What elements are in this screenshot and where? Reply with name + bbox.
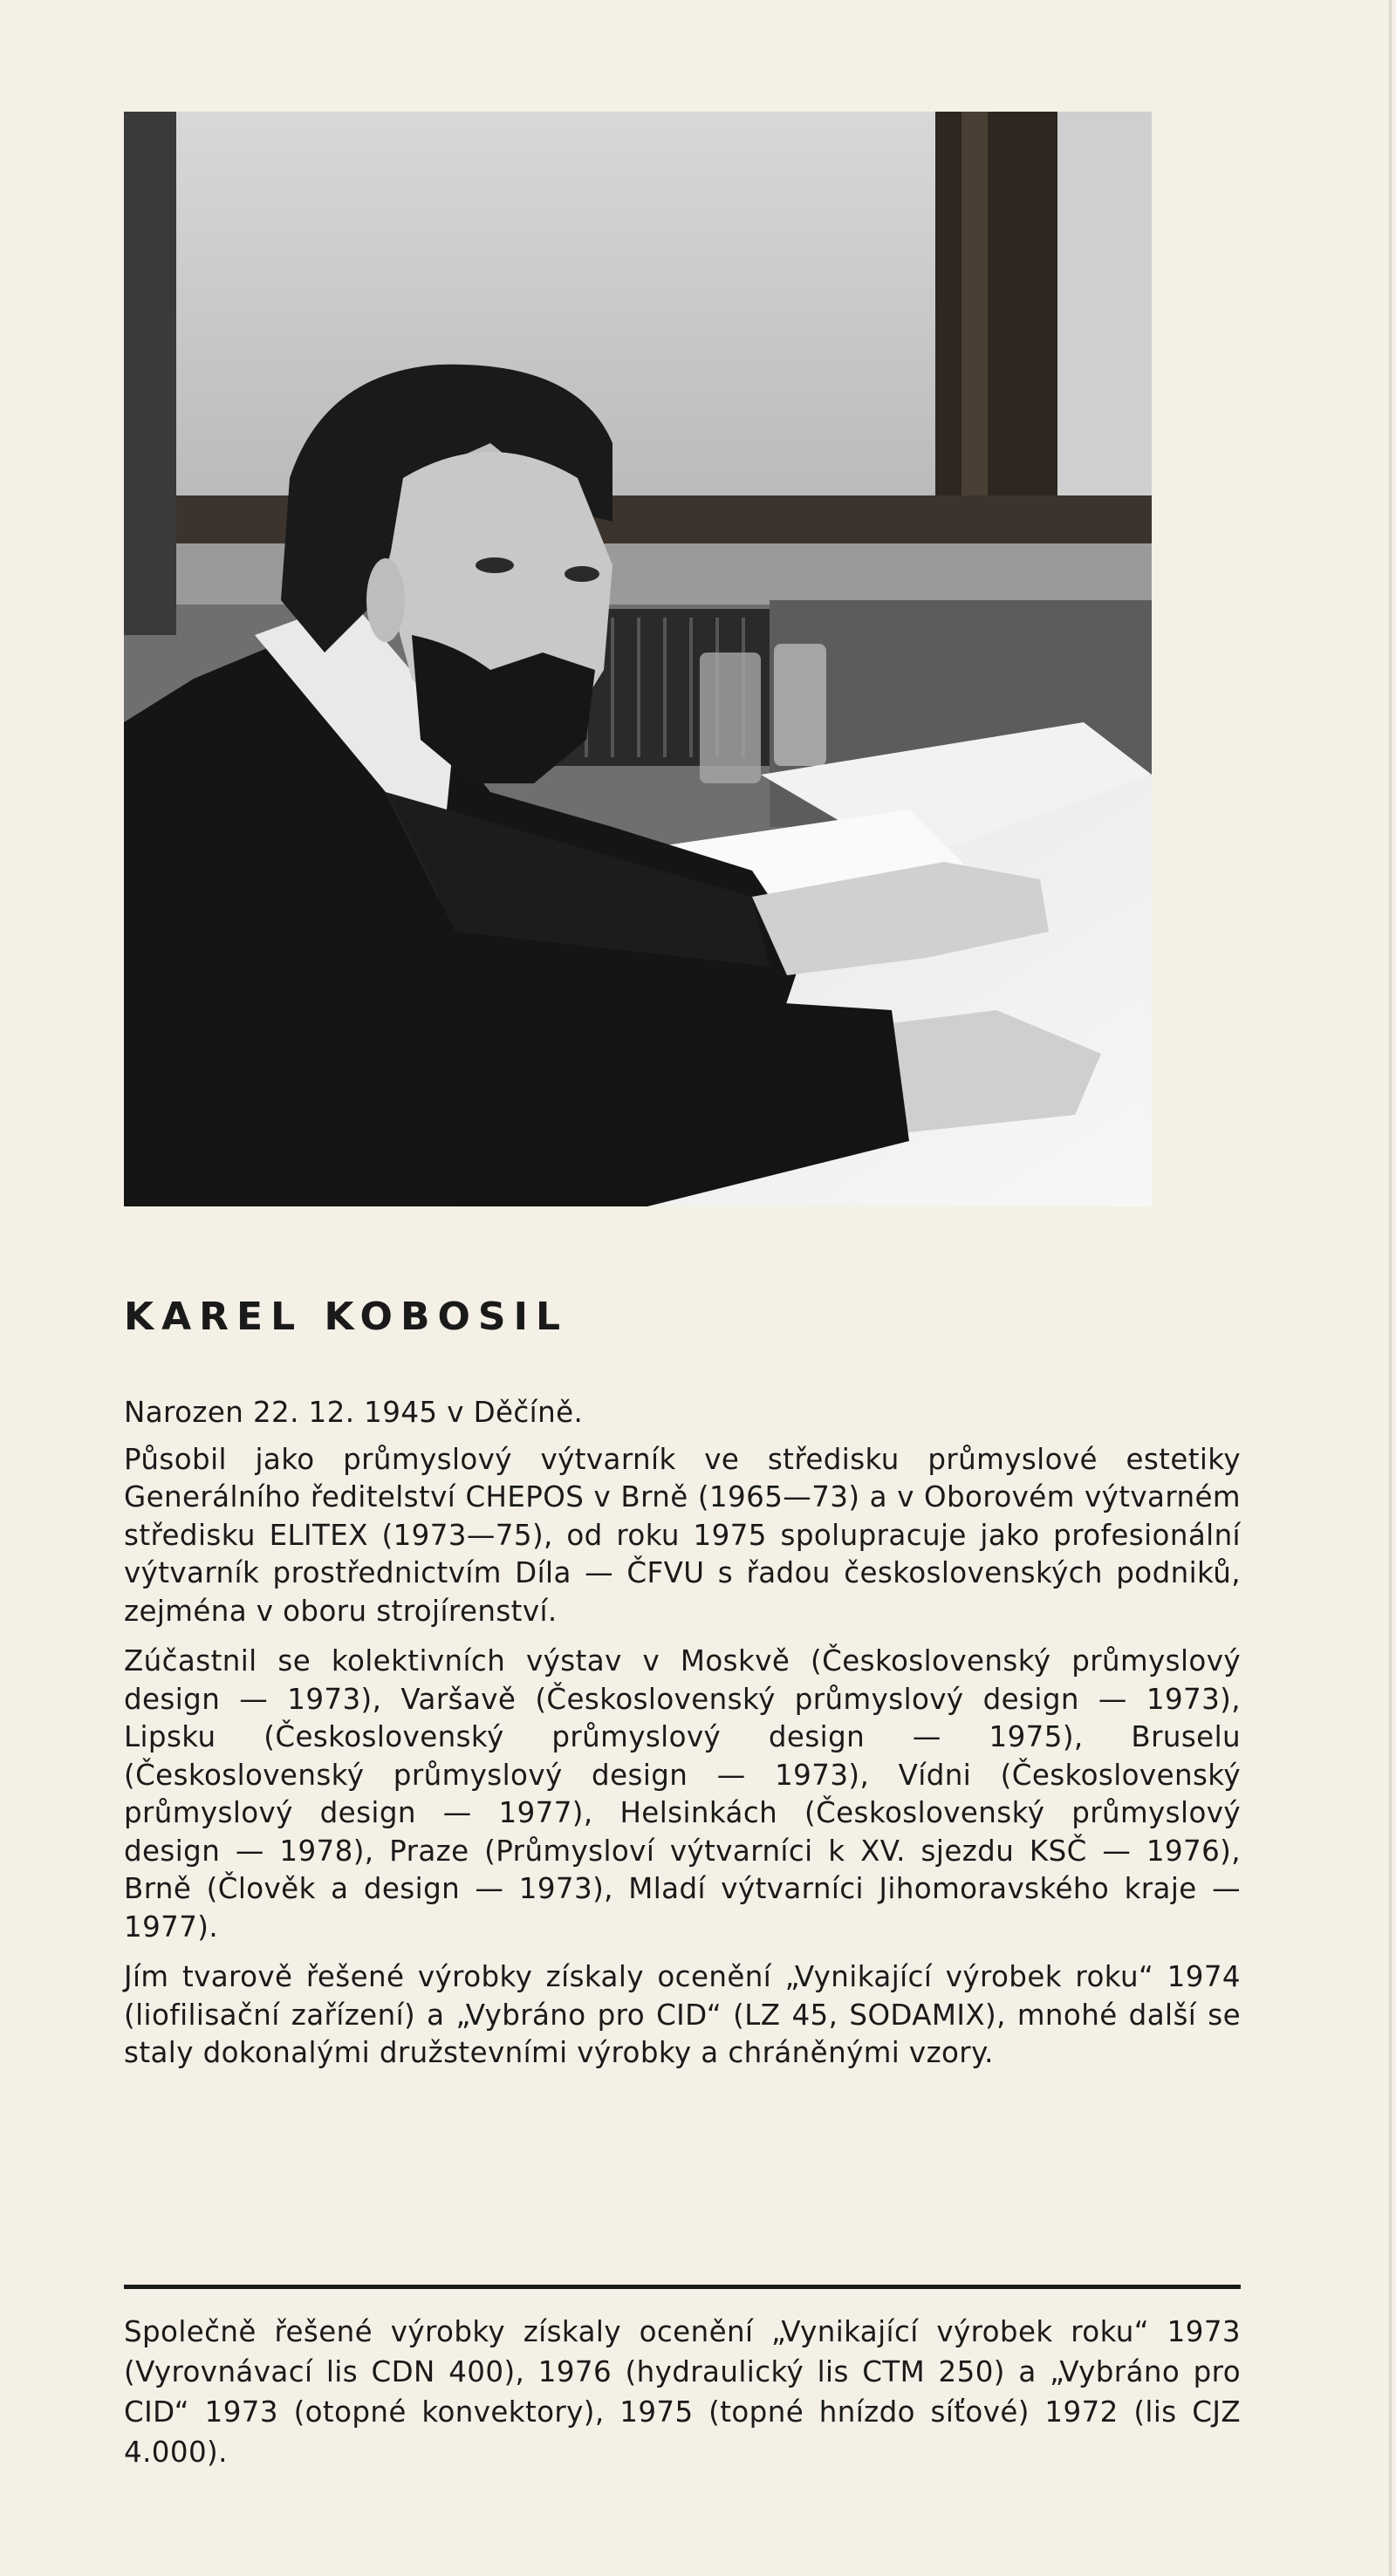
biography	[124, 1394, 1241, 2085]
exhibitions-paragraph: Zúčastnil se kolektivních výstav v Moskvě (Československý průmyslový design — 1973), Varšavě (Československý průmyslový design — 1973), Lipsku (Československý průmyslový design — 1975), Bruselu (Československý průmyslový design — 1973), Vídni (Československý průmyslový design — 1977), Helsinkách (Československý průmyslový design — 1978), Praze (Průmysloví výtvarníci k XV. sjezdu KSČ — 1976), Brně (Člověk a design — 1973), Mladí výtvarníci Jihomoravského kraje — 1977).	[124, 1644, 1241, 1944]
joint-awards-footnote: Společně řešené výrobky získaly ocenění „Vynikající výrobek roku“ 1973 (Vyrovnávací lis CDN 400), 1976 (hydraulický lis CTM 250) a „Vybráno pro CID“ 1973 (otopné konvektory), 1975 (topné hnízdo síťové) 1972 (lis CJZ 4.000).	[124, 2315, 1241, 2469]
portrait-photo	[124, 112, 1152, 1206]
section-divider	[124, 2285, 1241, 2289]
birth-info: Narozen 22. 12. 1945 v Děčíně.	[124, 1396, 584, 1429]
career-paragraph: Působil jako průmyslový výtvarník ve středisku průmyslové estetiky Generálního ředitelství CHEPOS v Brně (1965—73) a v Oborovém výtvarném středisku ELITEX (1973—75), od roku 1975 spolupracuje jako profesionální výtvarník prostřednictvím Díla — ČFVU s řadou československých podniků, zejména v oboru strojírenství.	[124, 1442, 1241, 1628]
awards-paragraph: Jím tvarově řešené výrobky získaly ocenění „Vynikající výrobek roku“ 1974 (liofilisační zařízení) a „Vybráno pro CID“ (LZ 45, SODAMIX), mnohé další se staly dokonalými družstevními výrobky a chráněnými vzory.	[124, 1960, 1241, 2069]
portrait-photo-graphic	[124, 112, 1152, 1206]
person-name: KAREL KOBOSIL	[124, 1295, 569, 1339]
